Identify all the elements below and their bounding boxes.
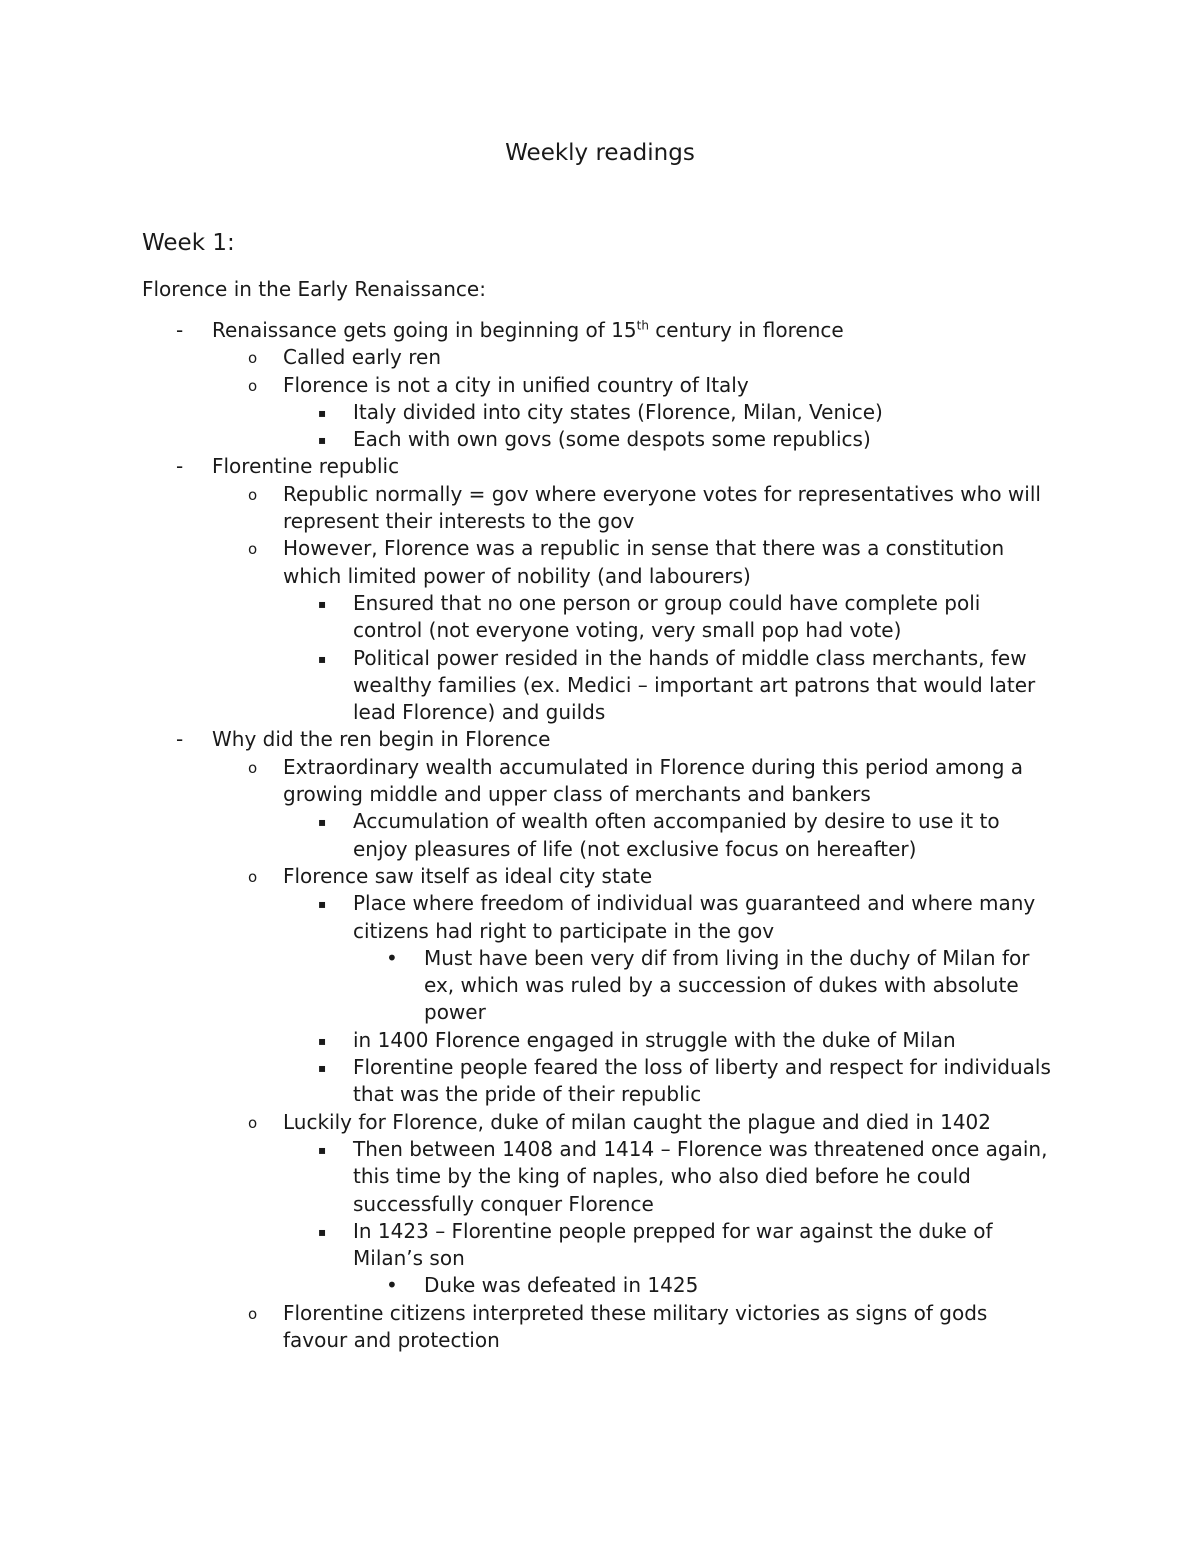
outline-item-level2 [0, 1109, 1053, 1136]
outline-item-level4 [0, 1272, 1054, 1299]
outline-item-level3 [0, 426, 1053, 453]
circle-bullet: o [248, 758, 258, 777]
square-bullet: ▪ [318, 596, 327, 611]
square-bullet: ▪ [318, 1142, 327, 1157]
square-bullet: ▪ [318, 1061, 327, 1076]
dot-bullet: • [386, 1273, 398, 1298]
circle-bullet: o [248, 867, 258, 886]
outline-item-level1 [0, 726, 1052, 753]
circle-bullet: o [248, 1304, 258, 1323]
outline-item-level2 [0, 481, 1053, 536]
item-text: Luckily for Florence, duke of milan caught the plague and died in 1402 [283, 1109, 992, 1134]
outline-item-level2 [0, 535, 1053, 590]
outline-item-level3 [0, 1218, 1053, 1273]
outline-item-level3 [0, 808, 1053, 863]
outline-item-level3 [0, 1054, 1053, 1109]
outline-item-level4 [0, 945, 1054, 1027]
square-bullet: ▪ [318, 1033, 327, 1048]
item-text: Must have been very dif from living in the duchy of Milan for ex, which was ruled by a succession of dukes with absolute power [424, 945, 1030, 1025]
dash-bullet: - [176, 727, 184, 752]
item-text: Florence saw itself as ideal city state [283, 863, 653, 888]
item-text: Extraordinary wealth accumulated in Florence during this period among a growing middle and upper class of merchants and bankers [283, 754, 1024, 807]
outline-item-level2 [0, 754, 1053, 809]
circle-bullet: o [248, 349, 258, 368]
item-text: Why did the ren begin in Florence [212, 727, 551, 752]
outline-item-level3 [0, 399, 1053, 426]
item-text: Place where freedom of individual was guaranteed and where many citizens had right to participate in the gov [353, 891, 1036, 943]
item-text: Republic normally = gov where everyone votes for representatives who will represent their interests to the gov [283, 481, 1041, 534]
item-text: Florence is not a city in unified country of Italy [283, 372, 749, 397]
item-text: Duke was defeated in 1425 [424, 1273, 699, 1298]
outline-item-level2 [0, 863, 1053, 890]
circle-bullet: o [248, 540, 258, 559]
square-bullet: ▪ [318, 897, 327, 912]
square-bullet: ▪ [318, 433, 327, 448]
dot-bullet: • [386, 945, 398, 970]
item-text: Italy divided into city states (Florence, Milan, Venice) [353, 399, 883, 424]
section-heading: Florence in the Early Renaissance: [142, 277, 486, 301]
item-text: In 1423 – Florentine people prepped for war against the duke of Milan’s son [353, 1218, 993, 1271]
outline-item-level3 [0, 890, 1053, 945]
outline-item-level2 [0, 372, 1053, 399]
outline-item-level3 [0, 1027, 1053, 1054]
item-text: Florentine republic [212, 454, 400, 479]
item-text: Each with own govs (some despots some republics) [353, 427, 871, 452]
item-text: Then between 1408 and 1414 – Florence was threatened once again, this time by the king of naples, who also died before he could successfully conquer Florence [353, 1136, 1048, 1216]
week-heading: Week 1: [142, 230, 235, 256]
outline-item-level2 [0, 344, 1053, 371]
item-text: Florentine people feared the loss of liberty and respect for individuals that was the pride of their republic [353, 1055, 1051, 1107]
square-bullet: ▪ [318, 651, 327, 666]
document-title: Weekly readings [505, 140, 695, 166]
outline-item-level1 [0, 453, 1052, 480]
outline-item-level3 [0, 645, 1053, 727]
notes-outline [0, 317, 1200, 1354]
outline-item-level3 [0, 1136, 1053, 1218]
square-bullet: ▪ [318, 1224, 327, 1239]
outline-item-level3 [0, 590, 1053, 645]
dash-bullet: - [176, 318, 184, 342]
item-text: Florentine citizens interpreted these military victories as signs of gods favour and protection [283, 1300, 988, 1352]
outline-item-level1 [0, 317, 1052, 344]
circle-bullet: o [248, 376, 258, 395]
item-text: Called early ren [283, 345, 441, 370]
square-bullet: ▪ [318, 815, 327, 830]
square-bullet: ▪ [318, 405, 327, 420]
circle-bullet: o [248, 1113, 258, 1132]
item-text: in 1400 Florence engaged in struggle with the duke of Milan [353, 1027, 956, 1052]
item-text: Renaissance gets going in beginning of 15th century in florence [212, 318, 844, 342]
dash-bullet: - [176, 454, 184, 479]
item-text: Political power resided in the hands of middle class merchants, few wealthy families (ex. Medici – important art patrons that would later lead Florence) and guilds [353, 645, 1036, 725]
item-text: Ensured that no one person or group could have complete poli control (not everyone voting, very small pop had vote) [353, 590, 981, 643]
item-text: However, Florence was a republic in sense that there was a constitution which limited power of nobility (and labourers) [283, 536, 1005, 588]
outline-item-level2 [0, 1300, 1053, 1355]
item-text: Accumulation of wealth often accompanied by desire to use it to enjoy pleasures of life (not exclusive focus on hereafter) [353, 809, 1000, 861]
superscript: th [636, 318, 649, 333]
circle-bullet: o [248, 485, 258, 504]
